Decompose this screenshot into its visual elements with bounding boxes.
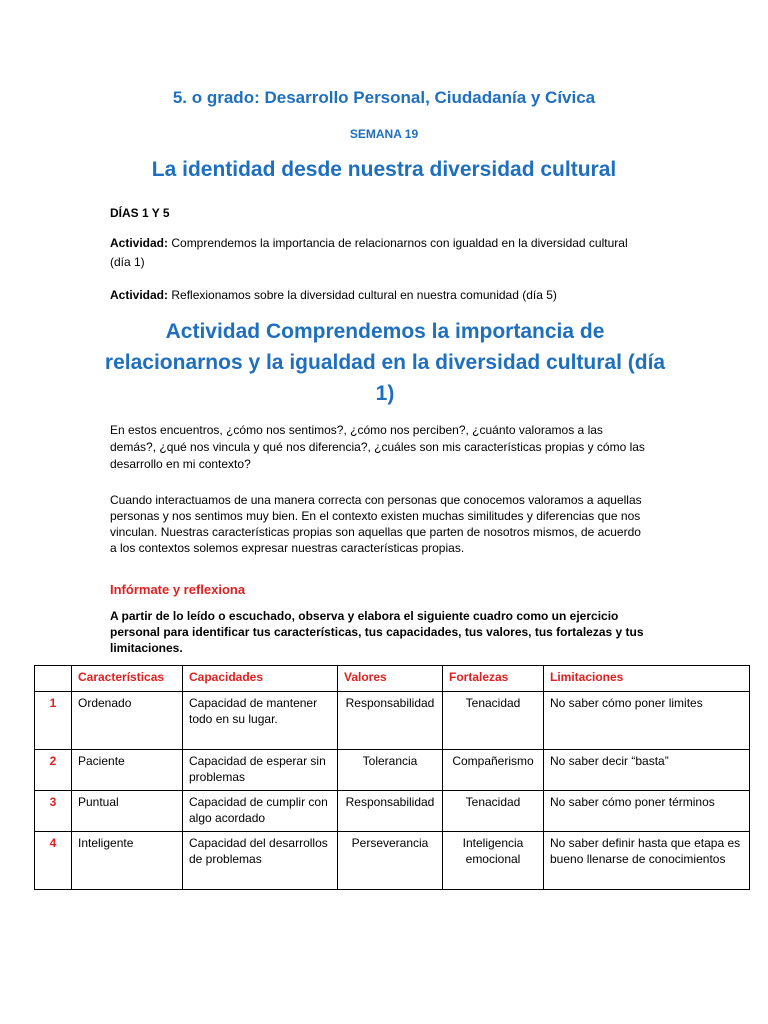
cell-caracteristica: Ordenado [72, 692, 183, 750]
row-number: 1 [35, 692, 72, 750]
days-label: DÍAS 1 Y 5 [110, 206, 170, 220]
cell-valor: Tolerancia [338, 750, 443, 791]
instruction-paragraph: A partir de lo leído o escuchado, observa y elabora el siguiente cuadro como un ejercicio personal para identificar tus características, tus capacidades, tus valores, tus fortalezas y tus limitaciones. [110, 609, 644, 655]
activity-1 [110, 234, 650, 272]
activity-heading: Actividad Comprendemos la importancia de relacionarnos y la igualdad en la diversidad cultural (día 1) [104, 320, 666, 405]
cell-limitacion: No saber cómo poner limites [544, 692, 750, 750]
cell-caracteristica: Paciente [72, 750, 183, 791]
cell-capacidad: Capacidad de esperar sin problemas [183, 750, 338, 791]
table-row [35, 750, 750, 791]
grade-title: 5. o grado: Desarrollo Personal, Ciudadanía y Cívica [172, 88, 596, 107]
header-valores: Valores [338, 666, 443, 692]
cell-valor: Perseverancia [338, 832, 443, 890]
table-header-row [35, 666, 750, 692]
cell-valor: Responsabilidad [338, 791, 443, 832]
cell-fortaleza: Tenacidad [443, 692, 544, 750]
cell-caracteristica: Puntual [72, 791, 183, 832]
cell-limitacion: No saber definir hasta que etapa es bueno llenarse de conocimientos [544, 832, 750, 890]
table-row [35, 832, 750, 890]
header-fortalezas: Fortalezas [443, 666, 544, 692]
cell-capacidad: Capacidad de cumplir con algo acordado [183, 791, 338, 832]
table-row [35, 692, 750, 750]
table-row [35, 791, 750, 832]
cell-fortaleza: Inteligencia emocional [443, 832, 544, 890]
cell-fortaleza: Compañerismo [443, 750, 544, 791]
main-title: La identidad desde nuestra diversidad cultural [151, 158, 617, 181]
inform-heading: Infórmate y reflexiona [110, 582, 246, 597]
cell-caracteristica: Inteligente [72, 832, 183, 890]
row-number: 3 [35, 791, 72, 832]
activity-text: Reflexionamos sobre la diversidad cultural en nuestra comunidad (día 5) [168, 288, 557, 302]
activity-text: Comprendemos la importancia de relacionarnos con igualdad en la diversidad cultural (día 1) [110, 236, 628, 269]
cell-capacidad: Capacidad del desarrollos de problemas [183, 832, 338, 890]
header-capacidades: Capacidades [183, 666, 338, 692]
cell-limitacion: No saber decir “basta” [544, 750, 750, 791]
header-limitaciones: Limitaciones [544, 666, 750, 692]
cell-capacidad: Capacidad de mantener todo en su lugar. [183, 692, 338, 750]
header-number [35, 666, 72, 692]
header-caracteristicas: Características [72, 666, 183, 692]
questions-paragraph: En estos encuentros, ¿cómo nos sentimos?, ¿cómo nos perciben?, ¿cuánto valoramos a las demás?, ¿qué nos vincula y qué nos diferencia?, ¿cuáles son mis características propias y cómo las desarrollo en mi contexto? [110, 423, 645, 471]
row-number: 2 [35, 750, 72, 791]
activity-label: Actividad: [110, 288, 169, 302]
cell-limitacion: No saber cómo poner términos [544, 791, 750, 832]
activity-2 [110, 286, 650, 305]
week-label: SEMANA 19 [349, 127, 419, 141]
explanation-paragraph: Cuando interactuamos de una manera correcta con personas que conocemos valoramos a aquellas personas y nos sentimos muy bien. En el contexto existen muchas similitudes y diferencias que nos vinculan. Nuestras características propias son aquellas que parten de nosotros mismos, de acuerdo a los contextos solemos expresar nuestras características propias. [110, 493, 642, 555]
characteristics-table [34, 665, 750, 890]
cell-valor: Responsabilidad [338, 692, 443, 750]
activity-label: Actividad: [110, 236, 169, 250]
cell-fortaleza: Tenacidad [443, 791, 544, 832]
row-number: 4 [35, 832, 72, 890]
